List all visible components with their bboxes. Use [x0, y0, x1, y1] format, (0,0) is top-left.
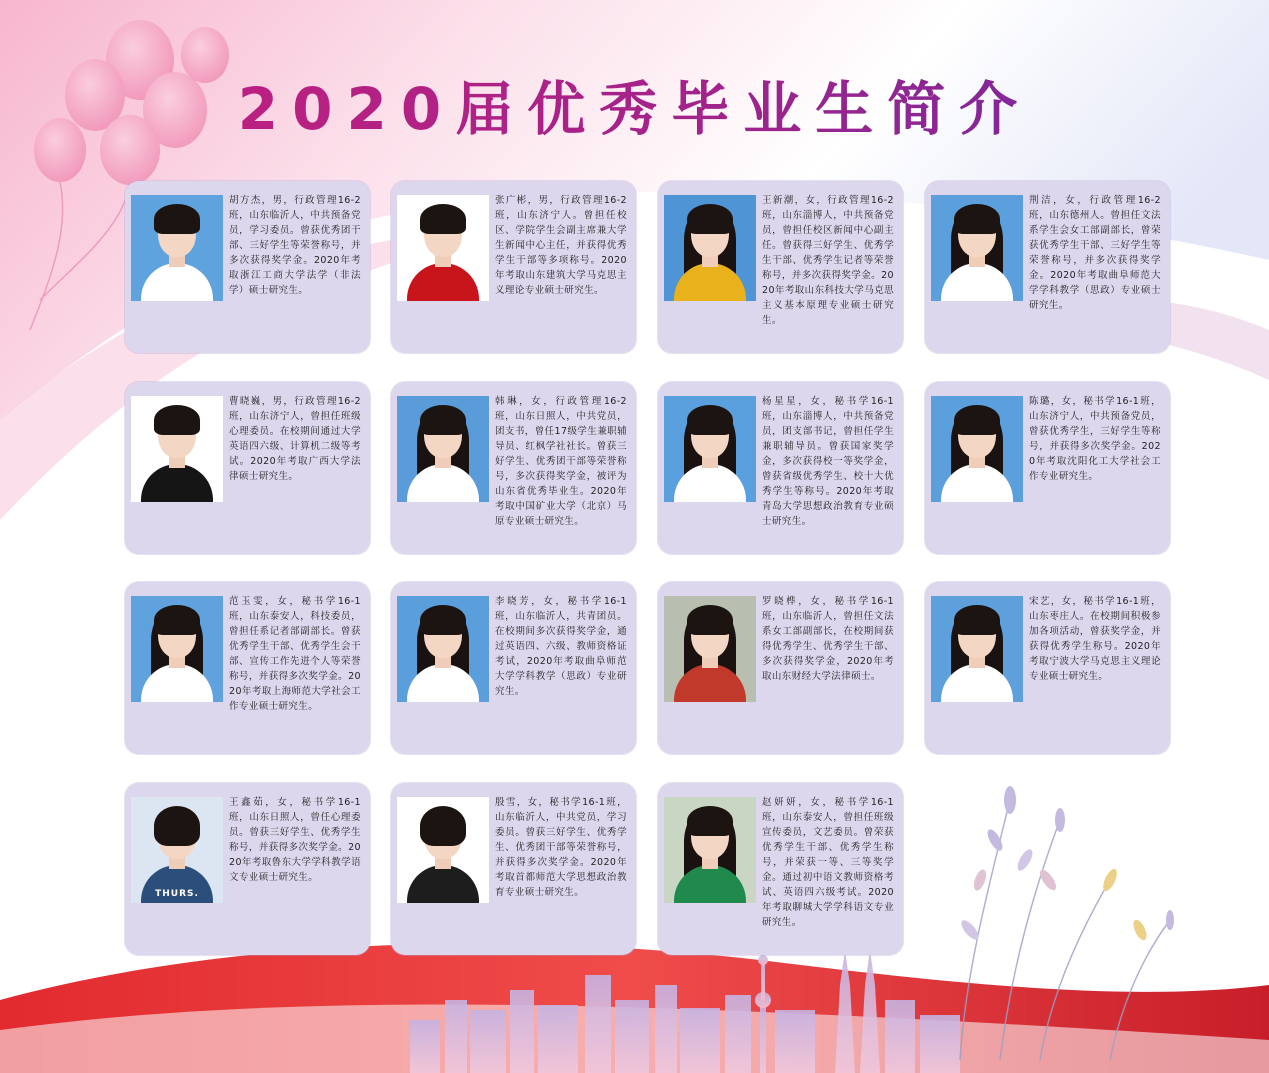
graduate-bio: 宋艺，女，秘书学16-1班，山东枣庄人。在校期间积极参加各项活动，曾获奖学金，并获得优秀学生称号。2020年考取宁波大学马克思主义理论专业硕士研究生。 — [1029, 596, 1161, 682]
graduate-card — [658, 382, 903, 554]
graduate-photo — [931, 596, 1023, 702]
graduate-photo — [931, 195, 1023, 301]
shirt-text: THURS. — [155, 889, 199, 899]
graduate-card — [925, 181, 1170, 353]
graduate-photo — [664, 396, 756, 502]
graduate-card — [125, 783, 370, 955]
graduate-photo — [664, 195, 756, 301]
graduate-card — [391, 382, 636, 554]
page-title: 2020届优秀毕业生简介 — [0, 62, 1269, 146]
graduate-card — [125, 582, 370, 754]
graduate-card — [925, 382, 1170, 554]
graduate-card — [391, 783, 636, 955]
graduate-card — [658, 181, 903, 353]
graduate-bio: 王新潮，女，行政管理16-2班，山东淄博人，中共预备党员，曾担任校区新闻中心副主任。曾获得三好学生、优秀学生干部、优秀学生记者等荣誉称号，并多次获得奖学金。2020年考取山东科技大学马克思主义基本原理专业硕士研究生。 — [762, 195, 894, 326]
graduate-card — [658, 783, 903, 955]
graduate-card — [391, 181, 636, 353]
graduate-bio: 荆洁，女，行政管理16-2班，山东德州人。曾担任文法系学生会女工部副部长，曾荣获优秀学生干部、三好学生等荣誉称号，并多次获得奖学金。2020年考取曲阜师范大学学科教学（思政）专业硕士研究生。 — [1029, 195, 1161, 311]
graduate-photo — [397, 596, 489, 702]
graduate-card — [125, 382, 370, 554]
graduate-photo — [131, 797, 223, 903]
graduate-photo — [131, 396, 223, 502]
graduate-bio: 韩琳，女，行政管理16-2班，山东日照人，中共党员，团支书，曾任17级学生兼职辅导员、红枫学社社长。曾获三好学生、优秀团干部等荣誉称号，多次获得奖学金，被评为山东省优秀毕业生。2020年考取中国矿业大学（北京）马原专业硕士研究生。 — [495, 396, 627, 527]
graduate-photo — [664, 797, 756, 903]
graduate-bio: 杨星星，女，秘书学16-1班，山东淄博人，中共预备党员，团支部书记，曾担任学生兼职辅导员。曾获国家奖学金，多次获得校一等奖学金，曾获省级优秀学生、校十大优秀学生等称号。2020年考取青岛大学思想政治教育专业硕士研究生。 — [762, 396, 894, 527]
graduate-bio: 李晓芳，女，秘书学16-1班，山东临沂人，共青团员。在校期间多次获得奖学金，通过英语四、六级、教师资格证考试，2020年考取曲阜师范大学学科教学（思政）专业研究生。 — [495, 596, 627, 697]
graduate-bio: 赵妍妍，女，秘书学16-1班，山东泰安人，曾担任班级宣传委员，文艺委员。曾荣获优秀学生干部、优秀学生称号，并荣获一等、三等奖学金。通过初中语文教师资格考试、英语四六级考试。2020年考取聊城大学学科语文专业研究生。 — [762, 797, 894, 928]
graduate-bio: 陈璐，女，秘书学16-1班，山东济宁人，中共预备党员，曾获优秀学生，三好学生等称号，并获得多次奖学金。2020年考取沈阳化工大学社会工作专业研究生。 — [1029, 396, 1161, 482]
graduate-bio: 张广彬，男，行政管理16-2班，山东济宁人。曾担任校区、学院学生会副主席兼大学生新闻中心主任，并获得优秀学生干部等多项称号。2020年考取山东建筑大学马克思主义理论专业硕士研究生。 — [495, 195, 627, 296]
graduate-bio: 王鑫茹，女，秘书学16-1班，山东日照人，曾任心理委员。曾获三好学生、优秀学生称号，并获得多次奖学金。2020年考取鲁东大学学科教学语文专业硕士研究生。 — [229, 797, 361, 883]
graduate-card — [658, 582, 903, 754]
graduate-photo — [397, 195, 489, 301]
graduate-bio: 胡方杰，男，行政管理16-2班，山东临沂人，中共预备党员，学习委员。曾获优秀团干部、三好学生等荣誉称号，并多次获得奖学金。2020年考取浙江工商大学法学（非法学）硕士研究生。 — [229, 195, 361, 296]
graduate-photo — [131, 195, 223, 301]
graduate-card — [125, 181, 370, 353]
graduate-photo — [397, 797, 489, 903]
graduate-bio: 罗晓桦，女，秘书学16-1班，山东临沂人，曾担任文法系女工部副部长，在校期间获得优秀学生、优秀学生干部、多次获得奖学金，2020年考取山东财经大学法律硕士。 — [762, 596, 894, 682]
graduate-photo — [664, 596, 756, 702]
graduate-card — [925, 582, 1170, 754]
graduate-photo — [931, 396, 1023, 502]
graduate-bio: 殷雪，女，秘书学16-1班，山东临沂人，中共党员，学习委员。曾获三好学生、优秀学生、优秀团干部等荣誉称号，并获得多次奖学金。2020年考取首都师范大学思想政治教育专业硕士研究生。 — [495, 797, 627, 898]
graduate-photo — [397, 396, 489, 502]
graduate-bio: 范玉雯，女，秘书学16-1班，山东泰安人，科技委员，曾担任系记者部副部长。曾获优秀学生干部、优秀学生会干部、宣传工作先进个人等荣誉称号，并获得多次奖学金。2020年考取上海师范大学社会工作专业硕士研究生。 — [229, 596, 361, 712]
graduate-bio: 曹晓巍，男，行政管理16-2班，山东济宁人，曾担任班级心理委员。在校期间通过大学英语四六级、计算机二级等考试。2020年考取广西大学法律硕士研究生。 — [229, 396, 361, 482]
graduate-card — [391, 582, 636, 754]
graduate-photo — [131, 596, 223, 702]
